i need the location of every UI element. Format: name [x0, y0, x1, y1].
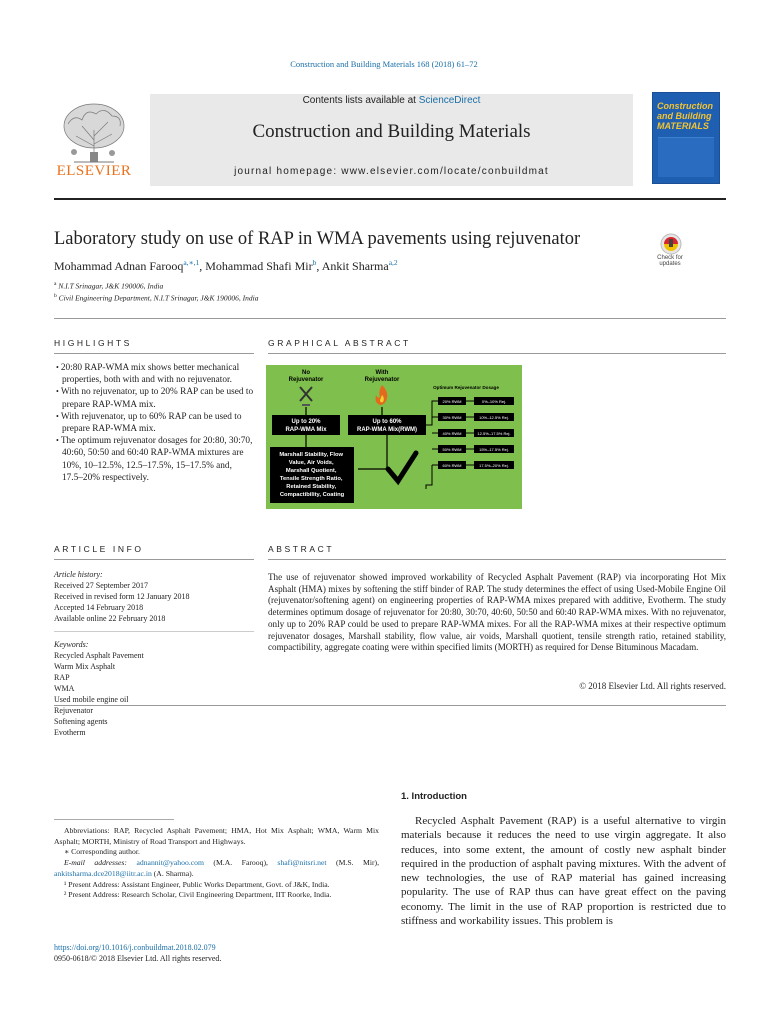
dosage-row-mix: 50% RWM	[442, 447, 462, 452]
footnotes	[54, 826, 379, 901]
author-separator: ,	[316, 259, 322, 273]
abstract-end-divider	[54, 705, 726, 706]
author-name[interactable]: Ankit Sharma	[321, 259, 389, 273]
issn-line: 0950-0618/© 2018 Elsevier Ltd. All rights reserved.	[54, 954, 222, 963]
introduction-body: Recycled Asphalt Pavement (RAP) is a useful alternative to virgin materials because it reduces the need to use virgin aggregate. It also reduces, into some extent, the amount of costly new asphalt binder required in the production of asphalt paving mixtures. With the advent of new technologies, the use of RAP material has gained increasing popularity. The use of RAP thus can have great effect on the paving economy. The limit in the use of RAP proportion is restricted due to stiffness and workability issues. This problem is	[401, 815, 726, 928]
keyword: Evotherm	[54, 728, 86, 737]
journal-reference[interactable]: Construction and Building Materials 168 (2018) 61–72	[290, 59, 478, 69]
article-info-divider	[54, 559, 254, 560]
dosage-row-mix: 60% RWM	[442, 463, 462, 468]
email-owner: (M.A. Farooq),	[203, 858, 278, 868]
footnote-emails	[54, 858, 379, 879]
keyword: Recycled Asphalt Pavement	[54, 651, 144, 660]
article-info-heading: ARTICLE INFO	[54, 544, 144, 554]
contents-prefix: Contents lists available at	[302, 95, 419, 106]
journal-cover[interactable]	[652, 92, 720, 184]
dosage-row-mix: 20% RWM	[442, 399, 462, 404]
dosage-row	[438, 445, 514, 453]
abstract-copyright: © 2018 Elsevier Ltd. All rights reserved.	[579, 681, 726, 691]
keywords	[54, 639, 254, 738]
keyword: RAP	[54, 673, 70, 682]
article-history-label: Article history:	[54, 570, 103, 579]
email-owner: (A. Sharma).	[151, 868, 194, 878]
footnote-1: ¹ Present Address: Assistant Engineer, Public Works Department, Govt. of J&K, India.	[64, 879, 330, 889]
with-rejuvenator-label: With Rejuvenator	[364, 370, 400, 383]
email-link[interactable]: shafi@nitsri.net	[277, 858, 327, 868]
keyword: WMA	[54, 684, 75, 693]
dosage-title: Optimum Rejuvenator Dosage	[433, 385, 499, 390]
cover-title: Construction and Building MATERIALS	[657, 101, 713, 131]
properties-text: Marshall Stability, Flow Value, Air Voids, Marshall Quotient, Tensile Strength Ratio, Retained Stability, Compactibility, Coating	[279, 452, 345, 498]
abstract-body: The use of rejuvenator showed improved workability of Recycled Asphalt Pavement (RAP) via incorporating Hot Mix Asphalt (HMA) mixes by softening the stiff binder of RAP. The study determines the effect of using Used-Mobile Engine Oil (rejuvenator/softening agent) on engineering properties of RAP-WMA mixes prepared with additive, Evotherm. The study determines optimum dosage of rejuvenator for 20:80, 30:70, 40:60, 50:50 and 60:40 RAP-WMA mixes. With no rejuvenator, only up to 20% RAP could be used to prepare RAP-WMA mixes. For all the RAP-WMA mixes at their respective optimum rejuvenator dosages, Marshall stability, flow value, air voids, Marshall quotient, tensile strength ratio, retained stability, compactibility, aggregate coating were within specified limits (MORTH) as required for Dense Bituminous Macadam.	[268, 572, 726, 653]
keywords-divider	[54, 631, 254, 632]
footnote-abbreviations: Abbreviations: RAP, Recycled Asphalt Pavement; HMA, Hot Mix Asphalt; WMA, Warm Mix Asphalt; MORTH, Ministry of Road Transport and Highways.	[54, 826, 379, 846]
dosage-row	[438, 397, 514, 405]
dosage-row	[438, 461, 514, 469]
highlights-list	[54, 362, 254, 484]
footnote-divider	[54, 819, 174, 820]
dosage-row-value: 15%–17.5% Rej.	[479, 447, 509, 452]
history-entry: Available online 22 February 2018	[54, 614, 166, 623]
keyword: Softening agents	[54, 717, 108, 726]
history-entry: Received 27 September 2017	[54, 581, 148, 590]
check-for-updates-label[interactable]	[645, 255, 695, 267]
journal-title: Construction and Building Materials	[252, 121, 531, 142]
highlight-item: • The optimum rejuvenator dosages for 20:80, 30:70, 40:60, 50:50 and 60:40 RAP-WMA mixtures are 10%, 10–12.5%, 12.5–17.5%, 15–17.5% and, 17.5–20% respectively.	[54, 435, 254, 484]
badge-label-line1: Check for	[657, 255, 683, 261]
author-affil-marker[interactable]: b	[312, 258, 317, 267]
highlights-divider	[54, 353, 254, 354]
dosage-row	[438, 413, 514, 421]
dosage-row-mix: 40% RWM	[442, 431, 462, 436]
badge-label-line2: updates	[659, 261, 681, 267]
history-entry: Received in revised form 12 January 2018	[54, 592, 190, 601]
introduction-heading: 1. Introduction	[401, 791, 467, 802]
cover-panel	[658, 137, 714, 177]
keyword: Rejuvenator	[54, 706, 94, 715]
highlight-item: • With no rejuvenator, up to 20% RAP can be used to prepare RAP-WMA mix.	[54, 386, 254, 410]
graphical-abstract-divider	[268, 353, 726, 354]
highlight-item: • With rejuvenator, up to 60% RAP can be used to prepare RAP-WMA mix.	[54, 411, 254, 435]
author-name[interactable]: Mohammad Shafi Mir	[205, 259, 313, 273]
keyword: Used mobile engine oil	[54, 695, 129, 704]
dosage-row	[438, 429, 514, 437]
author-list	[54, 258, 398, 274]
author-affil-marker[interactable]: a,∗,1	[183, 258, 200, 267]
doi-block	[54, 942, 221, 964]
highlights-heading: HIGHLIGHTS	[54, 338, 132, 348]
keyword: Warm Mix Asphalt	[54, 662, 116, 671]
abstract-divider	[268, 559, 726, 560]
doi-link[interactable]: https://doi.org/10.1016/j.conbuildmat.2018.02.079	[54, 943, 216, 952]
dosage-row-value: 17.5%–20% Rej.	[479, 463, 509, 468]
dosage-row-mix: 30% RWM	[442, 415, 462, 420]
footnote-corresponding: ∗ Corresponding author.	[64, 847, 140, 857]
affiliation	[54, 293, 258, 303]
article-history	[54, 569, 254, 624]
email-label: E-mail addresses:	[64, 858, 137, 868]
graphical-abstract-figure[interactable]	[266, 365, 522, 509]
highlight-item: • 20:80 RAP-WMA mix shows better mechanical properties, both with and with no rejuvenator.	[54, 362, 254, 386]
box-with-rejuvenator-text: Up to 60% RAP-WMA Mix(RWM)	[357, 419, 417, 433]
dosage-row-value: 0%–10% Rej.	[481, 399, 507, 404]
paper-title: Laboratory study on use of RAP in WMA pavements using rejuvenator	[54, 229, 581, 249]
email-link[interactable]: adnannit@yahoo.com	[136, 858, 204, 868]
affiliation-text: Civil Engineering Department, N.I.T Srinagar, J&K 190006, India	[58, 293, 259, 303]
dosage-row-value: 12.5%–17.5% Rej.	[477, 431, 511, 436]
graphical-abstract-heading: GRAPHICAL ABSTRACT	[268, 338, 411, 348]
affiliation-text: N.I.T Srinagar, J&K 190006, India	[58, 281, 164, 291]
publisher-wordmark[interactable]: ELSEVIER	[56, 163, 132, 179]
journal-homepage[interactable]: journal homepage: www.elsevier.com/locate/conbuildmat	[234, 166, 549, 177]
affiliation-marker: b	[54, 293, 57, 299]
title-divider	[54, 318, 726, 319]
sciencedirect-link[interactable]: ScienceDirect	[418, 95, 481, 106]
author-affil-marker[interactable]: a,2	[388, 258, 398, 267]
box-no-rejuvenator-text: Up to 20% RAP-WMA Mix	[285, 419, 327, 433]
email-owner: (M.S. Mir),	[326, 858, 379, 868]
author-name[interactable]: Mohammad Adnan Farooq	[54, 259, 184, 273]
affiliation-marker: a	[54, 281, 57, 287]
header-divider	[54, 198, 726, 200]
contents-line	[150, 95, 633, 106]
footnote-2: ² Present Address: Research Scholar, Civil Engineering Department, IIT Roorke, India.	[64, 890, 332, 900]
email-link[interactable]: ankitsharma.dce2018@iitr.ac.in	[54, 868, 152, 878]
history-entry: Accepted 14 February 2018	[54, 603, 144, 612]
affiliation	[54, 281, 163, 291]
keywords-label: Keywords:	[54, 640, 89, 649]
abstract-heading: ABSTRACT	[268, 544, 335, 554]
no-rejuvenator-label: No Rejuvenator	[288, 370, 324, 383]
dosage-row-value: 10%–12.5% Rej.	[479, 415, 509, 420]
author-separator: ,	[199, 259, 206, 273]
